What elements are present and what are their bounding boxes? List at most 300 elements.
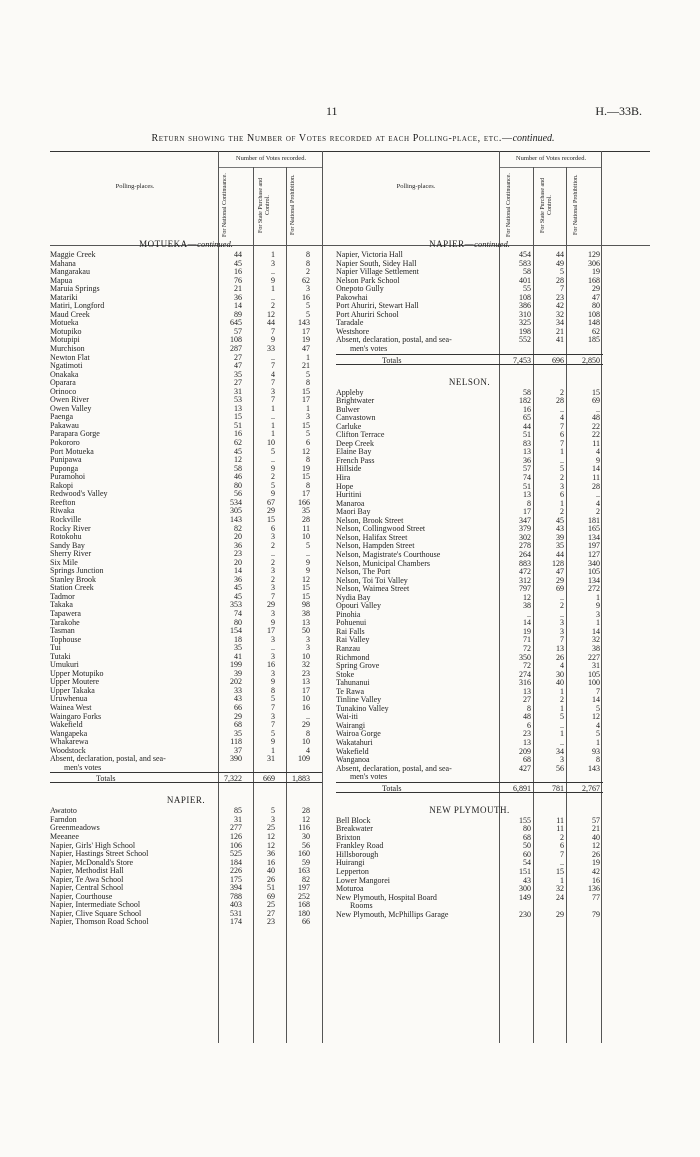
table-row (50, 584, 322, 593)
polling-place-name: Port Ahuriri School (336, 310, 399, 319)
continuance-votes: 27 (234, 378, 242, 388)
polling-place-name: New Plymouth, McPhillips Garage (336, 910, 449, 919)
prohibition-votes: 8 (306, 250, 310, 259)
state-purchase-votes: 7 (271, 591, 275, 601)
polling-place-name: Port Ahuriri, Stewart Hall (336, 302, 419, 311)
state-purchase-votes: 2 (271, 557, 275, 567)
continuance-votes: 13 (234, 403, 242, 413)
polling-place-name: Spring Grove (336, 662, 380, 671)
state-purchase-votes: 21 (556, 326, 564, 336)
section-heading (336, 375, 603, 389)
prohibition-votes: 28 (302, 806, 310, 816)
continuance-votes: 347 (519, 515, 531, 525)
prohibition-votes: 9 (306, 557, 310, 567)
state-purchase-votes: 16 (267, 660, 275, 670)
state-purchase-votes: 51 (267, 883, 275, 893)
continuance-votes: 350 (519, 652, 531, 662)
state-purchase-votes: 1 (271, 250, 275, 259)
prohibition-votes: .. (306, 711, 310, 721)
polling-place-name: Absent, declaration, postal, and sea- (336, 764, 452, 773)
polling-place-name: Huirangi (336, 859, 365, 868)
polling-place-name: Pakowhai (336, 293, 368, 302)
continuance-votes: 71 (523, 635, 531, 645)
continuance-votes: 17 (523, 507, 531, 517)
polling-place-name: Mapua (50, 276, 73, 285)
polling-place-name: Rockville (50, 515, 82, 524)
continuance-votes: 302 (519, 532, 531, 542)
prohibition-votes: .. (596, 490, 600, 500)
prohibition-votes: 38 (592, 643, 600, 653)
total-continuance: 6,891 (513, 783, 531, 793)
continuance-votes: 51 (234, 420, 242, 430)
polling-place-name: Springs Junction (50, 567, 104, 576)
polling-place-name: Maruia Springs (50, 285, 100, 294)
prohibition-votes: 26 (592, 849, 600, 859)
section-title: MOTUEKA— (139, 239, 198, 249)
continuance-votes: 126 (230, 832, 242, 841)
polling-place-name: Napier, Central School (50, 884, 124, 893)
state-purchase-votes: 3 (271, 532, 275, 542)
polling-place-name: Opouri Valley (336, 602, 381, 611)
continuance-votes: 15 (234, 412, 242, 422)
prohibition-votes: 3 (596, 609, 600, 619)
state-purchase-votes: 3 (271, 386, 275, 396)
table-row (50, 396, 322, 405)
state-purchase-votes: 3 (271, 651, 275, 661)
prohibition-votes: 47 (592, 292, 600, 302)
continuance-votes: 43 (523, 875, 531, 885)
continuance-votes: 182 (519, 396, 531, 406)
state-purchase-votes: 1 (560, 686, 564, 696)
state-purchase-votes: .. (560, 609, 564, 619)
continuance-votes: 55 (523, 284, 531, 294)
polling-place-name: Rooms (350, 902, 373, 911)
table-row (50, 593, 322, 602)
state-purchase-votes: 10 (267, 438, 275, 448)
polling-place-name: men's votes (350, 345, 388, 354)
polling-place-name: Wakefield (336, 747, 369, 756)
continuance-votes (498, 345, 533, 354)
continuance-votes: 454 (519, 250, 531, 259)
table-row (336, 911, 603, 920)
continuance-votes: 209 (519, 746, 531, 756)
prohibition-votes: 9 (596, 455, 600, 465)
continuance-votes: 14 (234, 566, 242, 576)
prohibition-votes: 15 (302, 591, 310, 601)
continuance-votes: 13 (523, 737, 531, 747)
polling-place-name: Orinoco (50, 387, 77, 396)
continuance-votes: 41 (234, 651, 242, 661)
state-purchase-votes: 69 (267, 891, 275, 901)
polling-place-name: Awatoto (50, 807, 77, 816)
state-purchase-votes: 3 (560, 626, 564, 636)
state-purchase-votes: 6 (271, 523, 275, 533)
prohibition-votes: 3 (306, 284, 310, 294)
prohibition-votes: 9 (596, 601, 600, 611)
state-purchase-votes: 47 (556, 567, 564, 577)
prohibition-votes: 32 (302, 660, 310, 670)
state-purchase-votes: 32 (556, 309, 564, 319)
continuance-votes: 401 (519, 275, 531, 285)
polling-place-name: Nelson, Waimea Street (336, 585, 410, 594)
polling-place-name: Napier, Hastings Street School (50, 850, 149, 859)
table-row (50, 910, 322, 919)
prohibition-votes: 100 (588, 678, 600, 688)
prohibition-votes: 197 (588, 541, 600, 551)
prohibition-votes: 136 (588, 884, 600, 894)
state-purchase-votes: 69 (556, 584, 564, 594)
continuance-votes: 36 (234, 540, 242, 550)
right-votes-rule (499, 167, 601, 168)
table-row (50, 328, 322, 337)
prohibition-votes: 9 (306, 566, 310, 576)
polling-place-name: Pokororo (50, 439, 80, 448)
state-purchase-votes: 3 (271, 608, 275, 618)
table-row (50, 490, 322, 499)
continuance-votes: 56 (234, 489, 242, 499)
continuance-votes: 175 (230, 874, 242, 884)
prohibition-votes: 5 (306, 540, 310, 550)
continuance-votes: 386 (519, 301, 531, 311)
prohibition-votes: 116 (298, 823, 310, 833)
continuance-votes: 37 (234, 745, 242, 755)
prohibition-votes: 29 (592, 284, 600, 294)
state-purchase-votes: 1 (560, 703, 564, 713)
section-continued: continued. (474, 239, 510, 249)
table-row (50, 268, 322, 277)
state-purchase-votes: 29 (267, 600, 275, 610)
state-purchase-votes: 3 (560, 481, 564, 491)
prohibition-votes: 4 (596, 498, 600, 508)
state-purchase-votes: 1 (271, 429, 275, 439)
state-purchase-votes: 7 (271, 378, 275, 388)
table-row (50, 824, 322, 833)
polling-place-name: Umukuri (50, 661, 79, 670)
state-purchase-votes: 5 (271, 446, 275, 456)
polling-place-name: Napier, Clive Square School (50, 909, 142, 918)
state-purchase-votes: .. (560, 455, 564, 465)
state-purchase-votes: 8 (271, 685, 275, 695)
polling-place-name: Huritini (336, 491, 362, 500)
state-purchase-votes: 4 (271, 369, 275, 379)
prohibition-votes: 69 (592, 396, 600, 406)
state-purchase-votes: 5 (560, 712, 564, 722)
table-row (50, 661, 322, 670)
continuance-votes: 33 (234, 685, 242, 695)
continuance-votes: 35 (234, 369, 242, 379)
state-purchase-votes: 128 (552, 558, 564, 568)
total-prohibition: 1,883 (292, 774, 310, 784)
table-row (50, 636, 322, 645)
continuance-votes: 427 (519, 763, 531, 773)
section-title: NAPIER— (429, 239, 475, 249)
continuance-votes: 118 (230, 737, 242, 747)
polling-place-name: Rai Valley (336, 636, 370, 645)
continuance-votes: 12 (523, 592, 531, 602)
state-purchase-votes: .. (271, 352, 275, 362)
document-reference: H.—33B. (595, 104, 642, 118)
prohibition-votes: 108 (588, 309, 600, 319)
state-purchase-votes: 9 (271, 617, 275, 627)
continuance-votes: 274 (519, 669, 531, 679)
state-purchase-votes: 2 (271, 574, 275, 584)
state-purchase-votes: 2 (560, 832, 564, 842)
prohibition-votes: 40 (592, 832, 600, 842)
polling-place-name: Westshore (336, 327, 370, 336)
continuance-votes: 46 (234, 472, 242, 482)
prohibition-votes: 12 (592, 712, 600, 722)
table-row (50, 413, 322, 422)
continuance-votes: 23 (234, 549, 242, 559)
state-purchase-votes: 9 (271, 335, 275, 345)
continuance-votes: 14 (523, 618, 531, 628)
polling-place-name: Nelson, Municipal Chambers (336, 559, 430, 568)
state-purchase-votes: 9 (271, 463, 275, 473)
state-purchase-votes: 9 (271, 737, 275, 747)
continuance-votes: 106 (230, 840, 242, 850)
continuance-votes: 45 (234, 591, 242, 601)
prohibition-votes: 134 (588, 532, 600, 542)
polling-place-name: Napier, Te Awa School (50, 875, 124, 884)
continuance-votes: 57 (234, 326, 242, 336)
prohibition-votes: 10 (302, 694, 310, 704)
polling-place-name: Puponga (50, 464, 78, 473)
state-purchase-votes: 5 (271, 806, 275, 816)
state-purchase-votes: 44 (556, 549, 564, 559)
state-purchase-votes: 1 (560, 729, 564, 739)
polling-place-name: Rakopi (50, 481, 74, 490)
state-purchase-votes: 45 (556, 515, 564, 525)
polling-place-name: Deep Creek (336, 439, 374, 448)
state-purchase-votes: 33 (267, 344, 275, 354)
continuance-votes: 379 (519, 524, 531, 534)
state-purchase-votes (533, 773, 566, 782)
polling-place-name: Napier, McDonald's Store (50, 858, 134, 867)
polling-place-name: Mangarakau (50, 268, 90, 277)
prohibition-votes: 8 (306, 378, 310, 388)
continuance-votes: 108 (519, 292, 531, 302)
prohibition-votes: 10 (302, 532, 310, 542)
prohibition-votes: 168 (588, 275, 600, 285)
prohibition-votes: 134 (588, 575, 600, 585)
continuance-votes: 45 (234, 446, 242, 456)
prohibition-votes: 77 (592, 892, 600, 902)
continuance-votes: 35 (234, 728, 242, 738)
prohibition-votes: 148 (588, 318, 600, 328)
state-purchase-votes: 7 (560, 438, 564, 448)
section-heading (50, 793, 322, 807)
state-purchase-votes: 3 (271, 711, 275, 721)
polling-place-name: Clifton Terrace (336, 431, 385, 440)
continuance-votes (498, 773, 533, 782)
polling-place-name: Whakarewa (50, 738, 89, 747)
polling-place-name: Bulwer (336, 405, 360, 414)
table-row (50, 901, 322, 910)
prohibition-votes: 42 (592, 867, 600, 876)
right-votes-recorded-header: Number of Votes recorded. (515, 155, 587, 162)
prohibition-votes: .. (596, 404, 600, 414)
continuance-votes: 68 (523, 755, 531, 765)
polling-place-name: Stoke (336, 670, 355, 679)
polling-place-name: Newton Flat (50, 353, 90, 362)
state-purchase-votes: 3 (271, 634, 275, 644)
title-continued: continued. (512, 133, 555, 144)
section-heading (336, 237, 603, 251)
prohibition-votes: .. (306, 549, 310, 559)
continuance-votes: 80 (234, 617, 242, 627)
prohibition-votes: 93 (592, 746, 600, 756)
state-purchase-votes: 2 (560, 695, 564, 705)
table-row (50, 721, 322, 730)
state-purchase-votes: 42 (556, 301, 564, 311)
polling-place-name: Uruwhenua (50, 695, 88, 704)
state-purchase-votes: 3 (271, 566, 275, 576)
table-row (50, 533, 322, 542)
prohibition-votes: 31 (592, 661, 600, 671)
table-row (50, 850, 322, 859)
prohibition-votes: 21 (592, 824, 600, 834)
right-column (336, 237, 603, 919)
prohibition-votes: 15 (302, 420, 310, 430)
continuance-votes: 68 (234, 720, 242, 730)
table-row (50, 816, 322, 825)
polling-place-name: Rotokohu (50, 533, 82, 542)
polling-place-name: Hira (336, 474, 351, 483)
prohibition-votes: 129 (588, 250, 600, 259)
state-purchase-votes: 49 (556, 258, 564, 268)
total-prohibition: 2,850 (582, 355, 600, 365)
table-row (50, 678, 322, 687)
table-row (50, 456, 322, 465)
continuance-votes: 53 (234, 395, 242, 405)
state-purchase-votes: 1 (560, 447, 564, 457)
state-purchase-votes: 3 (271, 668, 275, 678)
prohibition-votes: 23 (302, 668, 310, 678)
table-row (50, 876, 322, 885)
state-purchase-votes: 15 (267, 514, 275, 524)
table-row (336, 345, 603, 354)
polling-place-name: Napier South, Sidey Hall (336, 259, 417, 268)
continuance-votes: 278 (519, 541, 531, 551)
prohibition-votes: 1 (306, 403, 310, 413)
polling-place-name: Wangapeka (50, 729, 88, 738)
totals-label: Totals (382, 783, 402, 792)
continuance-votes: 8 (527, 498, 531, 508)
continuance-votes: 13 (523, 447, 531, 457)
polling-place-name: Tinline Valley (336, 696, 382, 705)
continuance-votes: 27 (523, 695, 531, 705)
polling-place-name: Puramohoi (50, 473, 86, 482)
prohibition-votes: 28 (302, 514, 310, 524)
right-col3-header: For National Prohibition. (573, 174, 579, 236)
table-title (58, 133, 648, 144)
prohibition-votes: 227 (588, 652, 600, 662)
table-row (50, 362, 322, 371)
state-purchase-votes: .. (271, 292, 275, 302)
polling-place-name: Nelson, Hampden Street (336, 542, 415, 551)
state-purchase-votes: .. (560, 858, 564, 868)
continuance-votes: 21 (234, 284, 242, 294)
state-purchase-votes: 6 (560, 430, 564, 440)
continuance-votes: 89 (234, 309, 242, 319)
state-purchase-votes: 44 (267, 318, 275, 328)
table-row (50, 567, 322, 576)
polling-place-name: Matiri, Longford (50, 302, 105, 311)
state-purchase-votes: 26 (267, 874, 275, 884)
prohibition-votes: 12 (302, 814, 310, 824)
state-purchase-votes: 5 (271, 694, 275, 704)
state-purchase-votes: 2 (271, 472, 275, 482)
state-purchase-votes: 41 (556, 335, 564, 345)
state-purchase-votes: 31 (267, 754, 275, 764)
total-state-purchase: 669 (263, 774, 275, 784)
polling-place-name: Mahana (50, 259, 76, 268)
prohibition-votes: 15 (302, 583, 310, 593)
state-purchase-votes: 23 (267, 917, 275, 927)
totals-row (336, 782, 603, 793)
state-purchase-votes: 11 (556, 824, 564, 834)
continuance-votes: 47 (234, 361, 242, 371)
polling-place-name: Tophouse (50, 635, 81, 644)
prohibition-votes: 8 (306, 480, 310, 490)
polling-place-name: Nelson, Brook Street (336, 516, 404, 525)
prohibition-votes: 6 (306, 438, 310, 448)
state-purchase-votes: 11 (556, 815, 564, 825)
prohibition-votes: 48 (592, 413, 600, 423)
table-row (50, 559, 322, 568)
continuance-votes: 312 (519, 575, 531, 585)
table-row (50, 576, 322, 585)
polling-place-name: Takaka (50, 601, 73, 610)
section-continued: continued. (197, 239, 233, 249)
continuance-votes: 226 (230, 866, 242, 876)
continuance-votes: 583 (519, 258, 531, 268)
polling-place-name: Appleby (336, 388, 364, 397)
state-purchase-votes (533, 345, 566, 354)
state-purchase-votes: 9 (271, 677, 275, 687)
table-row (50, 319, 322, 328)
polling-place-name: Hope (336, 482, 354, 491)
left-col2-header: For State Purchase and Control. (258, 177, 271, 233)
continuance-votes: 50 (523, 841, 531, 851)
polling-place-name: Lower Mangorei (336, 876, 390, 885)
continuance-votes: 155 (519, 815, 531, 825)
prohibition-votes: 1 (306, 352, 310, 362)
prohibition-votes: 8 (306, 728, 310, 738)
state-purchase-votes: 29 (556, 909, 564, 919)
prohibition-votes: 5 (306, 369, 310, 379)
state-purchase-votes: 67 (267, 497, 275, 507)
prohibition-votes: 8 (306, 258, 310, 268)
total-state-purchase: 781 (552, 783, 564, 793)
totals-row (50, 772, 322, 783)
prohibition-votes: 180 (298, 908, 310, 918)
prohibition-votes: 12 (302, 446, 310, 456)
prohibition-votes: 35 (302, 506, 310, 516)
section-title: NELSON. (448, 376, 491, 387)
state-purchase-votes: 1 (271, 284, 275, 294)
state-purchase-votes: 5 (271, 480, 275, 490)
table-row (50, 738, 322, 747)
state-purchase-votes: 26 (556, 652, 564, 662)
table-row (50, 687, 322, 696)
polling-place-name: Nydia Bay (336, 593, 371, 602)
continuance-votes: 20 (234, 532, 242, 542)
prohibition-votes: 17 (302, 489, 310, 499)
polling-place-name: Tutaki (50, 652, 71, 661)
polling-place-name: Napier, Thomson Road School (50, 918, 149, 927)
state-purchase-votes: 7 (271, 361, 275, 371)
